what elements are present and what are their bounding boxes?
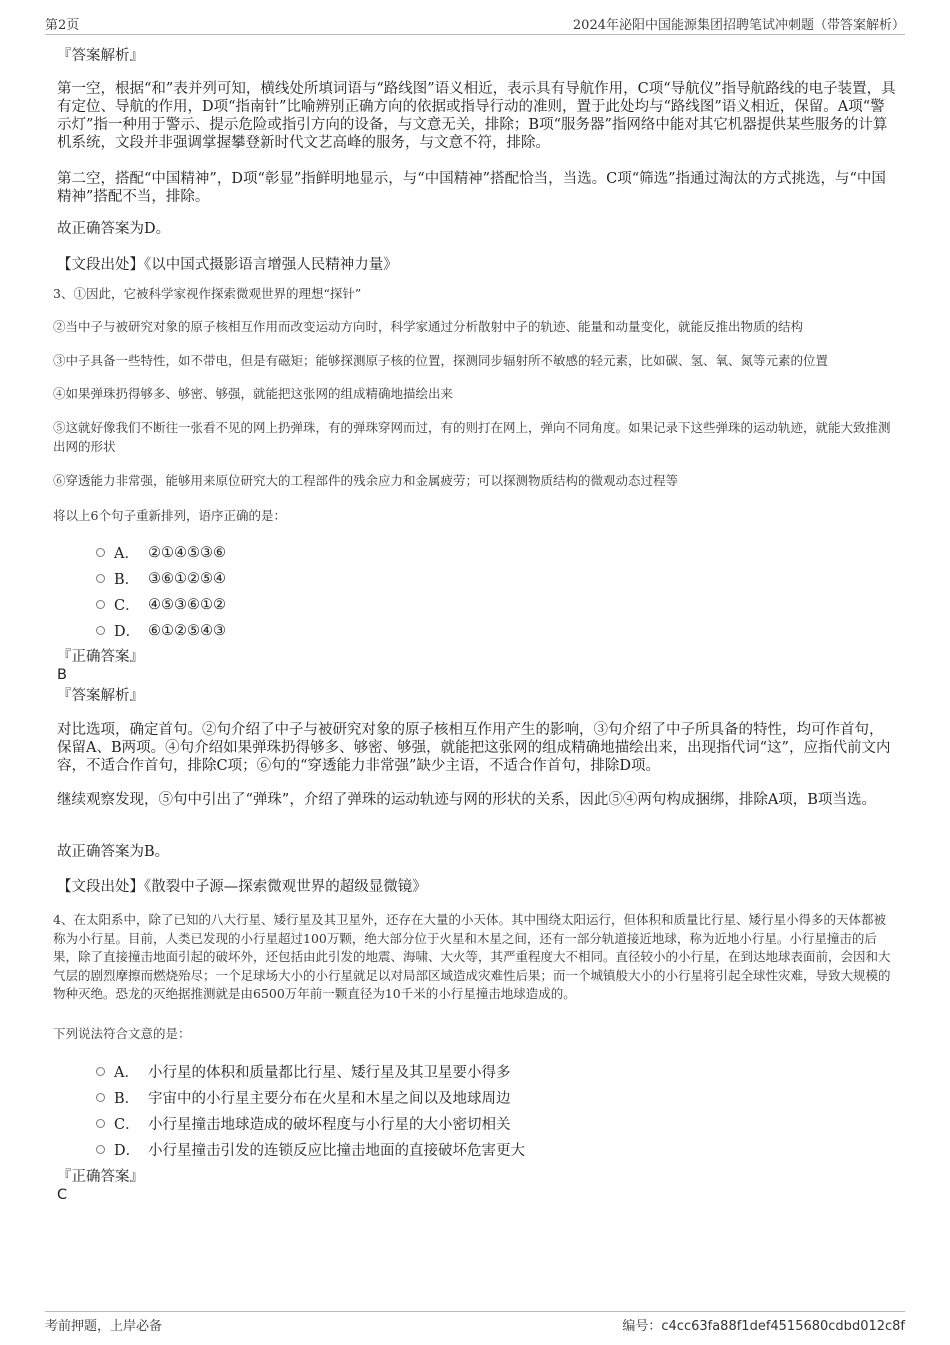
radio-icon[interactable] (96, 626, 105, 635)
footer-slogan: 考前押题，上岸必备 (45, 1319, 163, 1334)
q3-sentence-2: ②当中子与被研究对象的原子核相互作用而改变运动方向时，科学家通过分析散射中子的轨迹、能量和动量变化，就能反推出物质的结构 (53, 319, 804, 334)
q3-option-b[interactable]: B． ③⑥①②⑤④ (96, 568, 226, 589)
q3-source: 【文段出处】《散裂中子源—探索微观世界的超级显微镜》 (57, 879, 427, 895)
radio-icon[interactable] (96, 548, 105, 557)
q3-sentence-6: ⑥穿透能力非常强，能够用来原位研究大的工程部件的残余应力和金属疲劳；可以探测物质结构的微观动态过程等 (53, 473, 679, 488)
q3-answer-label: 『正确答案』 (57, 649, 144, 665)
q3-sentence-1: 3、①因此，它被科学家视作探索微观世界的理想“探针” (53, 286, 362, 301)
q2-conclusion: 故正确答案为D。 (57, 221, 171, 237)
radio-icon[interactable] (96, 1145, 105, 1154)
q4-option-c[interactable]: C． 小行星撞击地球造成的破坏程度与小行星的大小密切相关 (96, 1113, 511, 1134)
q3-option-c[interactable]: C． ④⑤③⑥①② (96, 594, 226, 615)
q3-option-d[interactable]: D． ⑥①②⑤④③ (96, 620, 226, 641)
q3-analysis-label: 『答案解析』 (57, 688, 144, 704)
q3-sentence-3: ③中子具备一些特性，如不带电，但是有磁矩；能够探测原子核的位置，探测同步辐射所不敏感的轻元素，比如碳、氢、氧、氮等元素的位置 (53, 353, 829, 368)
document-title: 2024年泌阳中国能源集团招聘笔试冲刺题（带答案解析） (572, 18, 905, 33)
q3-prompt: 将以上6个句子重新排列，语序正确的是： (53, 508, 286, 523)
document-code: 编号：c4cc63fa88f1def4515680cdbd012c8f (622, 1319, 905, 1334)
q4-answer-label: 『正确答案』 (57, 1169, 144, 1185)
page-number: 第2页 (45, 18, 80, 33)
q4-passage: 4、在太阳系中，除了已知的八大行星、矮行星及其卫星外，还存在大量的小天体。其中围绕太阳运行，但体积和质量比行星、矮行星小得多的天体都被称为小行星。目前，人类已发现的小行星超过100万颗，绝大部分位于火星和木星之间，还有一部分轨道接近地球，称为近地小行星。小行星撞击的后果，除了直接撞击地面引起的破坏外，还包括由此引发的地震、海啸、大火等，其严重程度大不相同。直径较小的小行星，在到达地球表面前，会因和大气层的剧烈摩擦而燃烧殆尽；一个足球场大小的小行星就足以对局部区域造成灾难性后果；而一个城镇般大小的小行星将引起全球性灾难，导致大规模的物种灭绝。恐龙的灭绝据推测就是由6500万年前一颗直径为10千米的小行星撞击地球造成的。 (53, 912, 891, 1001)
radio-icon[interactable] (96, 1093, 105, 1102)
page-footer (45, 1311, 905, 1334)
q2-source: 【文段出处】《以中国式摄影语言增强人民精神力量》 (57, 257, 398, 273)
q4-option-a[interactable]: A． 小行星的体积和质量都比行星、矮行星及其卫星要小得多 (96, 1061, 511, 1082)
q3-sentence-5: ⑤这就好像我们不断往一张看不见的网上扔弹珠，有的弹珠穿网而过，有的则打在网上，弹向不同角度。如果记录下这些弹珠的运动轨迹，就能大致推测出网的形状 (53, 420, 891, 454)
q2-analysis-p1: 第一空，根据“和”表并列可知，横线处所填词语与“路线图”语义相近，表示具有导航作用，C项“导航仪”指导航路线的电子装置，具有定位、导航的作用，D项“指南针”比喻辨别正确方向的依据或指导行动的准则，置于此处均与“路线图”语义相近，保留。A项“警示灯”指一种用于警示、提示危险或指引方向的设备，与文意无关，排除；B项“服务器”指网络中能对其它机器提供某些服务的计算机系统，文段并非强调掌握攀登新时代文艺高峰的服务，与文意不符，排除。 (57, 81, 896, 151)
q2-analysis-label: 『答案解析』 (57, 48, 144, 64)
q3-option-a[interactable]: A． ②①④⑤③⑥ (96, 542, 226, 563)
radio-icon[interactable] (96, 1067, 105, 1076)
radio-icon[interactable] (96, 600, 105, 609)
q3-sentence-4: ④如果弹珠扔得够多、够密、够强，就能把这张网的组成精确地描绘出来 (53, 386, 454, 401)
q4-option-b[interactable]: B． 宇宙中的小行星主要分布在火星和木星之间以及地球周边 (96, 1087, 511, 1108)
q3-analysis-p2: 继续观察发现，⑤句中引出了“弹珠”，介绍了弹珠的运动轨迹与网的形状的关系，因此⑤④两句构成捆绑，排除A项，B项当选。 (57, 792, 876, 808)
q2-analysis-p2: 第二空，搭配“中国精神”，D项“彰显”指鲜明地显示，与“中国精神”搭配恰当，当选。C项“筛选”指通过淘汰的方式挑选，与“中国精神”搭配不当，排除。 (57, 171, 886, 205)
q3-analysis-p1: 对比选项，确定首句。②句介绍了中子与被研究对象的原子核相互作用产生的影响，③句介绍了中子所具备的特性，均可作首句，保留A、B两项。④句介绍如果弹珠扔得够多、够密、够强，就能把这张网的组成精确地描绘出来，出现指代词“这”，应指代前文内容，不适合作首句，排除C项；⑥句的“穿透能力非常强”缺少主语，不适合作首句，排除D项。 (57, 722, 891, 774)
q4-answer: C (57, 1187, 68, 1203)
radio-icon[interactable] (96, 574, 105, 583)
q3-answer: B (57, 667, 67, 683)
page-header (45, 14, 905, 35)
q3-conclusion: 故正确答案为B。 (57, 844, 170, 860)
q4-prompt: 下列说法符合文意的是： (53, 1026, 191, 1041)
q4-option-d[interactable]: D． 小行星撞击引发的连锁反应比撞击地面的直接破坏危害更大 (96, 1139, 525, 1160)
radio-icon[interactable] (96, 1119, 105, 1128)
